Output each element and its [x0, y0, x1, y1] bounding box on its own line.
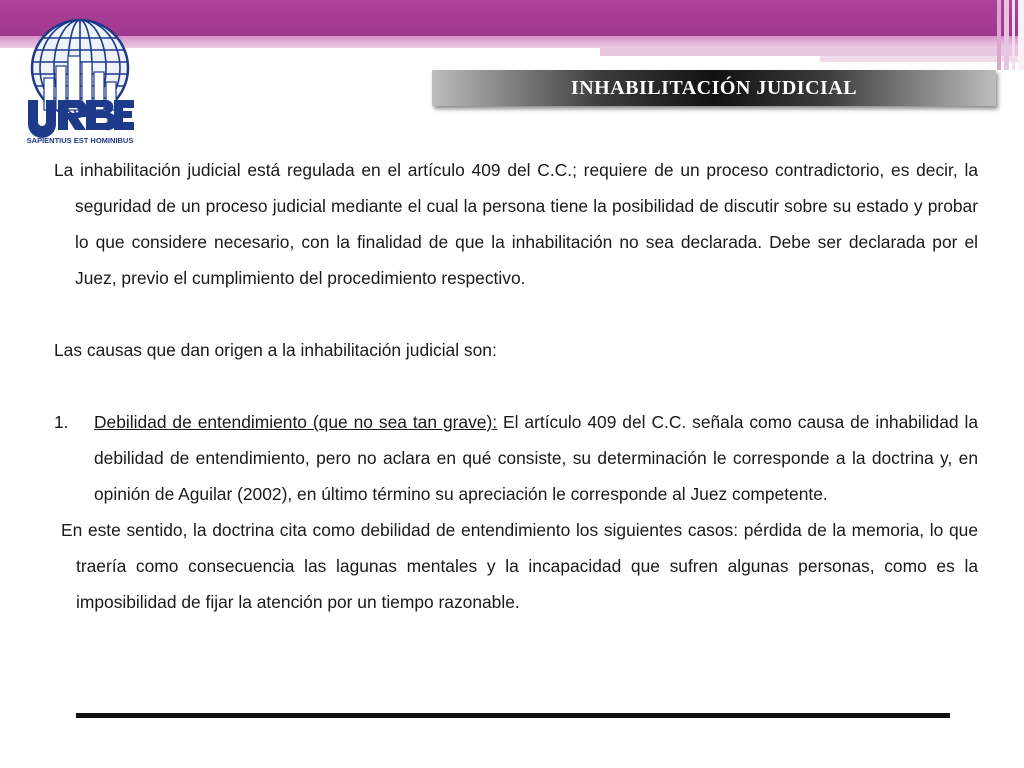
- globe-logo-icon: [22, 16, 138, 148]
- slide-title: INHABILITACIÓN JUDICIAL: [570, 76, 858, 99]
- causes-intro: Las causas que dan origen a la inhabilitación judicial son:: [54, 340, 497, 360]
- list-text: El artículo 409 del C.C. señala como causa de inhabilidad la debilidad de entendimiento, pero no aclara en qué consiste, su determinación le corresponde a la doctrina y, en opinión de Aguilar (2002), en último término su apreciación le corresponde al Juez competente.: [94, 412, 978, 504]
- list-number: 1.: [54, 412, 69, 432]
- list-item: [54, 404, 978, 512]
- list-body: [94, 404, 978, 512]
- spacer: [54, 368, 978, 404]
- slide-title-bar: [432, 70, 996, 106]
- logo-motto: SAPIENTIUS EST HOMINIBUS: [26, 136, 134, 145]
- top-banner-accent: [0, 36, 1024, 48]
- slide-content: [54, 152, 978, 620]
- bottom-divider: [76, 713, 950, 718]
- urbe-logo: [22, 16, 138, 148]
- corner-stripes: [988, 0, 1024, 70]
- closing-paragraph: En este sentido, la doctrina cita como debilidad de entendimiento los siguientes casos: pérdida de la memoria, lo que traería como consecuencia las lagunas mentales y la incapacidad que sufren algunas personas, como es la imposibilidad de fijar la atención por un tiempo razonable.: [61, 520, 978, 612]
- intro-paragraph: La inhabilitación judicial está regulada en el artículo 409 del C.C.; requiere de un proceso contradictorio, es decir, la seguridad de un proceso judicial mediante el cual la persona tiene la posibilidad de discutir sobre su estado y probar lo que considere necesario, con la finalidad de que la inhabilitación no sea declarada. Debe ser declarada por el Juez, previo el cumplimiento del procedimiento respectivo.: [54, 160, 978, 288]
- list-heading: Debilidad de entendimiento (que no sea tan grave):: [94, 412, 498, 432]
- spacer: [54, 296, 978, 332]
- top-banner-accent-2: [600, 48, 1024, 56]
- top-banner: [0, 0, 1024, 36]
